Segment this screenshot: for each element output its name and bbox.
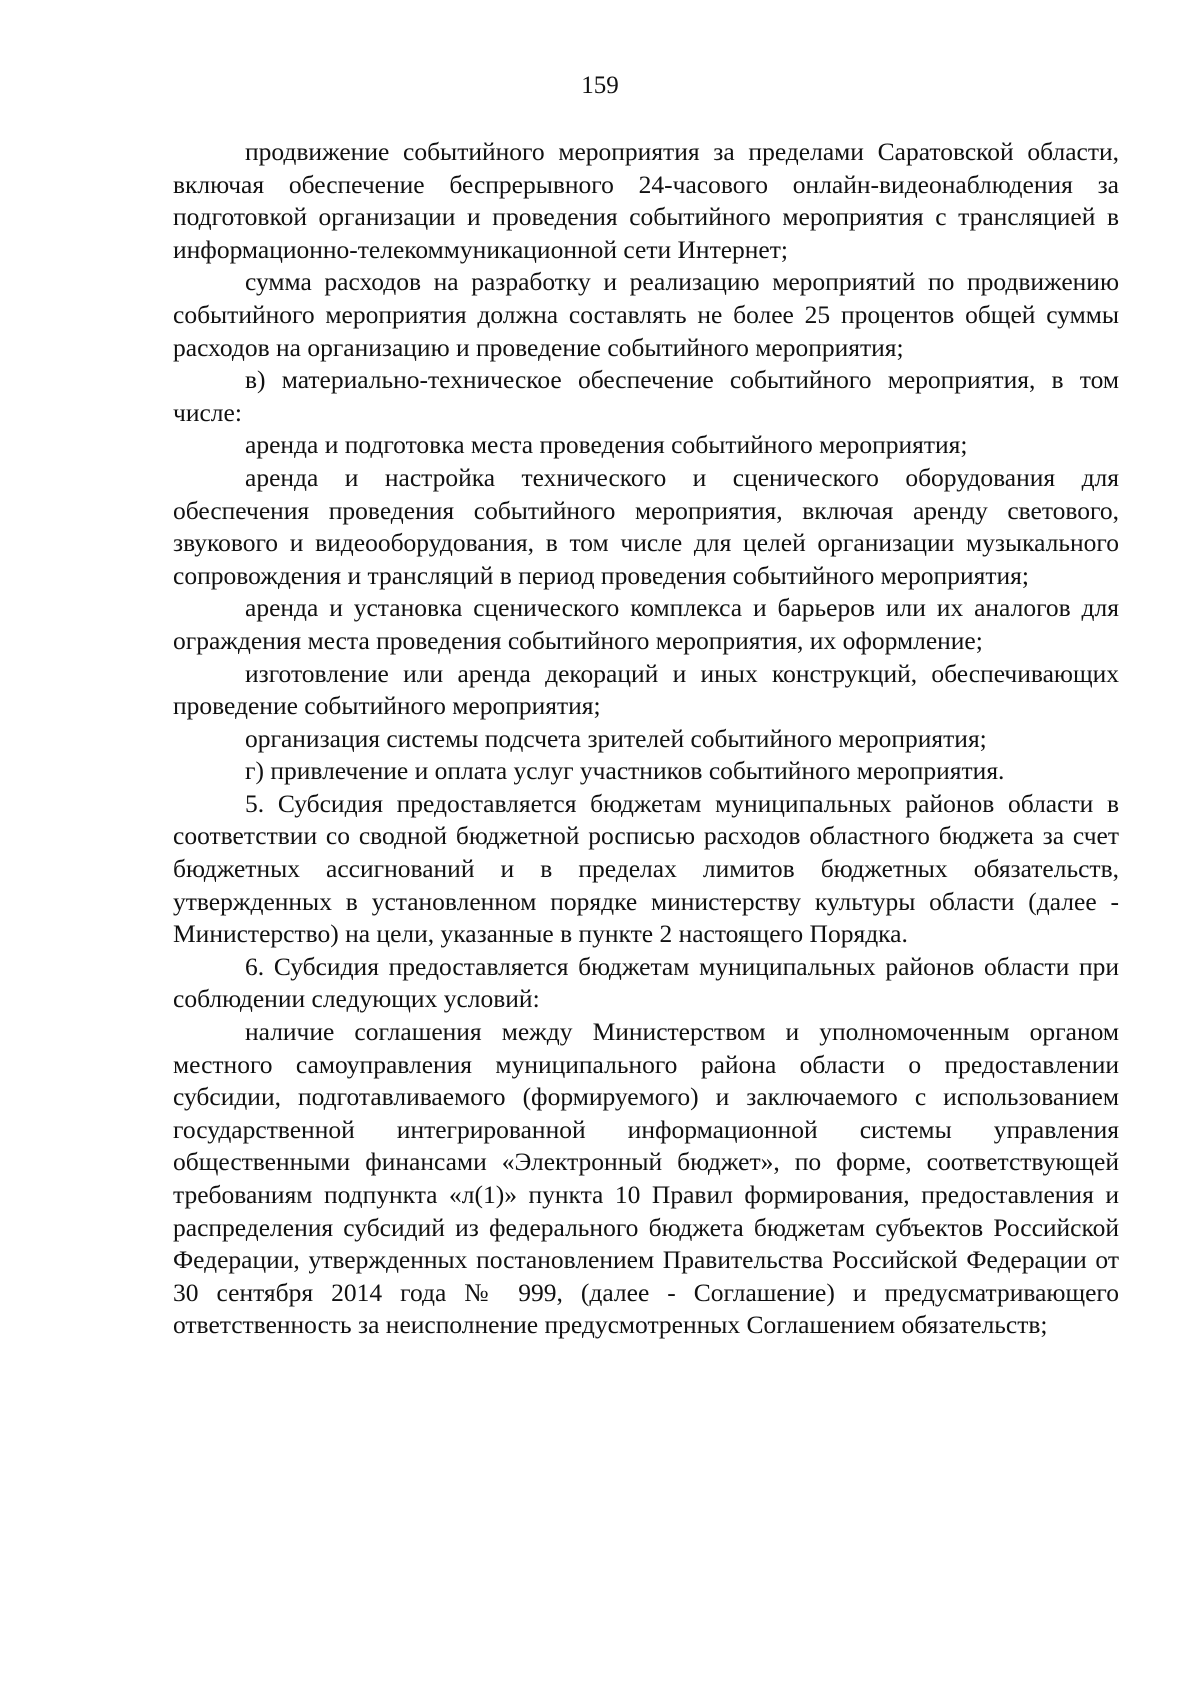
document-body [173,136,1119,1342]
page-number: 159 [581,72,619,99]
paragraph-equipment-rental: аренда и настройка технического и сценического оборудования для обеспечения проведения событийного мероприятия, включая аренду светового, звукового и видеооборудования, в том числе для целей организации музыкального сопровождения и трансляций в период проведения событийного мероприятия; [173,462,1119,590]
paragraph-item-v: в) материально-техническое обеспечение событийного мероприятия, в том числе: [173,365,1119,427]
paragraph-venue-rental: аренда и подготовка места проведения событийного мероприятия; [245,430,968,460]
paragraph-agreement-condition: наличие соглашения между Министерством и уполномоченным органом местного самоуправления муниципального района области о предоставлении субсидии, подготавливаемого (формируемого) и заключаемого с использованием государственной интегрированной информационной системы управления общественными финансами «Электронный бюджет», по форме, соответствующей требованиям подпункта «л(1)» пункта 10 Правил формирования, предоставления и распределения субсидий из федерального бюджета бюджетам субъектов Российской Федерации, утвержденных постановлением Правительства Российской Федерации от 30 сентября 2014 года № 999, (далее - Соглашение) и предусматривающего ответственность за неисполнение предусмотренных Соглашением обязательств; [173,1017,1119,1340]
paragraph-clause-5: 5. Субсидия предоставляется бюджетам муниципальных районов области в соответствии со сводной бюджетной росписью расходов областного бюджета за счет бюджетных ассигнований и в пределах лимитов бюджетных обязательств, утвержденных в установленном порядке министерству культуры области (далее - Министерство) на цели, указанные в пункте 2 настоящего Порядка. [173,788,1119,949]
paragraph-audience-count: организация системы подсчета зрителей событийного мероприятия; [245,723,987,753]
paragraph-promotion-limit: сумма расходов на разработку и реализацию мероприятий по продвижению событийного мероприятия должна составлять не более 25 процентов общей суммы расходов на организацию и проведение событийного мероприятия; [173,267,1119,362]
paragraph-clause-6: 6. Субсидия предоставляется бюджетам муниципальных районов области при соблюдении следующих условий: [173,951,1119,1014]
paragraph-item-g: г) привлечение и оплата услуг участников событийного мероприятия. [245,756,1005,786]
paragraph-stage-complex: аренда и установка сценического комплекса и барьеров или их аналогов для ограждения места проведения событийного мероприятия, их оформление; [173,593,1119,655]
paragraph-decorations: изготовление или аренда декораций и иных конструкций, обеспечивающих проведение событийного мероприятия; [173,658,1119,721]
paragraph-promotion: продвижение событийного мероприятия за пределами Саратовской области, включая обеспечение беспрерывного 24-часового онлайн-видеонаблюдения за подготовкой организации и проведения событийного мероприятия с трансляцией в информационно-телекоммуникационной сети Интернет; [173,137,1119,264]
